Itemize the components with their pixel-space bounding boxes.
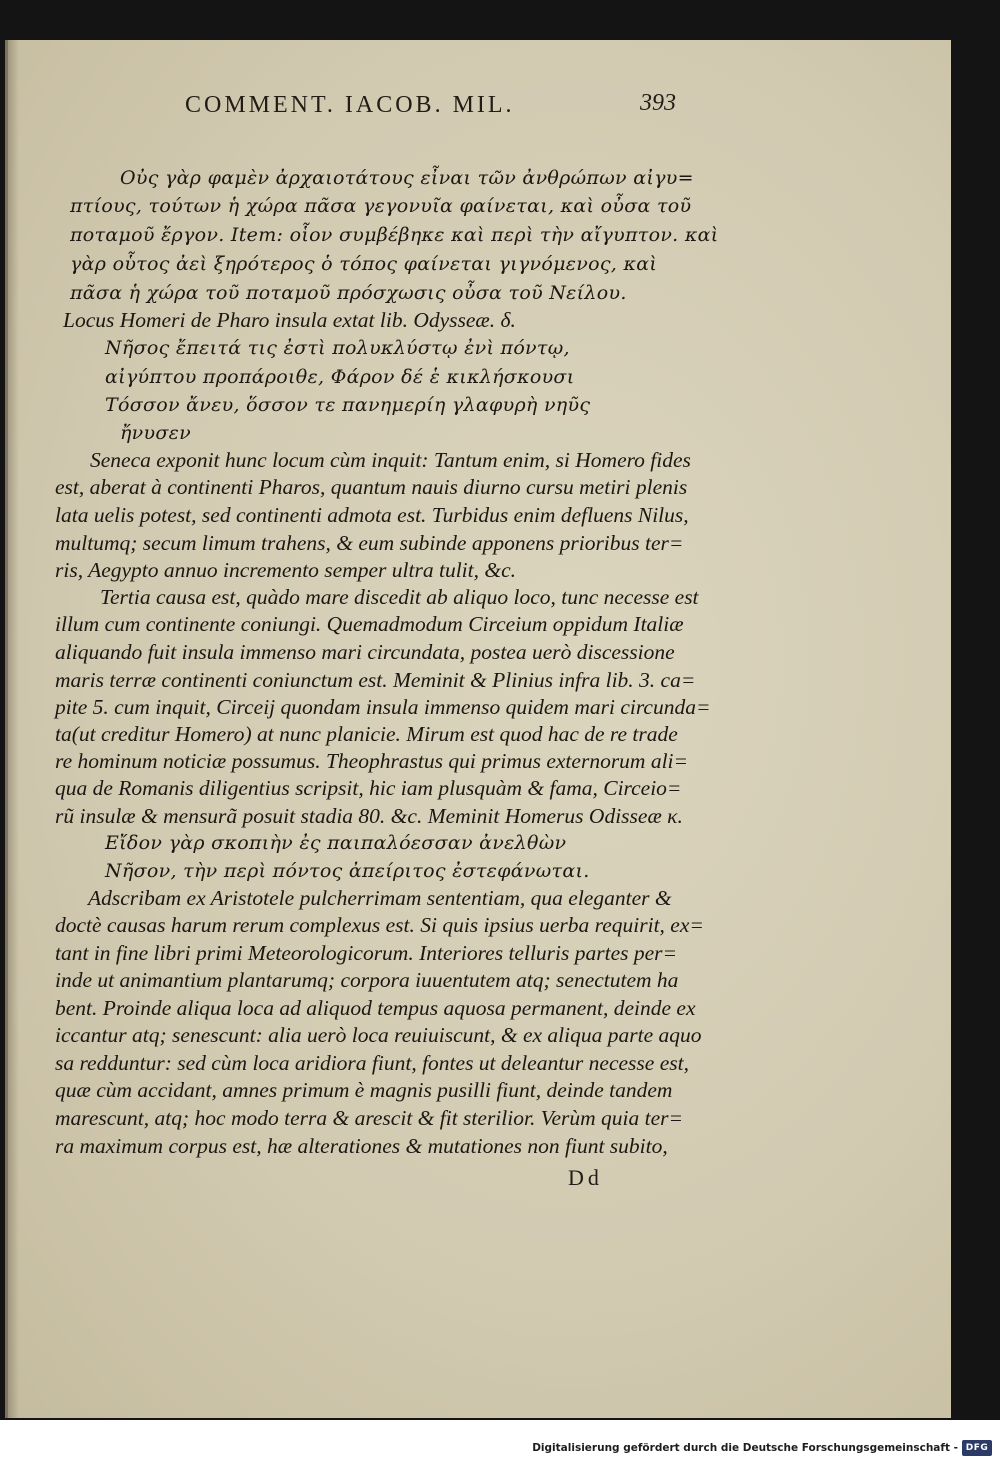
- text-line-14: multumq; secum limum trahens, & eum subinde apponens prioribus ter=: [55, 531, 684, 555]
- text-line-29: tant in fine libri primi Meteorologicorum. Interiores telluris partes per=: [55, 941, 678, 965]
- signature-mark: Dd: [568, 1165, 603, 1190]
- text-line-26: Νῆσον, τὴν περὶ πόντος ἀπείριτος ἐστεφάνωται.: [105, 860, 590, 882]
- text-line-31: bent. Proinde aliqua loca ad aliquod tempus aquosa permanent, deinde ex: [55, 996, 696, 1020]
- text-line-25: Εἴδον γὰρ σκοπιὴν ἐς παιπαλόεσσαν ἀνελθὼν: [105, 832, 567, 854]
- text-line-5: πᾶσα ἡ χώρα τοῦ ποταμοῦ πρόσχωσις οὖσα τοῦ Νείλου.: [70, 282, 627, 304]
- text-line-15: ris, Aegypto annuo incremento semper ultra tulit, &c.: [55, 558, 517, 582]
- text-line-28: doctè causas harum rerum complexus est. Si quis ipsius uerba requirit, ex=: [55, 913, 704, 937]
- text-line-36: ra maximum corpus est, hæ alterationes & mutationes non fiunt subito,: [55, 1134, 668, 1158]
- text-line-16: Tertia causa est, quàdo mare discedit ab aliquo loco, tunc necesse est: [100, 585, 699, 609]
- text-line-35: marescunt, atq; hoc modo terra & arescit & fit sterilior. Verùm quia ter=: [55, 1106, 684, 1130]
- text-line-13: lata uelis potest, sed continenti admota est. Turbidus enim defluens Nilus,: [55, 503, 689, 527]
- page-number: 393: [640, 90, 676, 116]
- text-line-32: iccantur atq; senescunt: alia uerò loca reuiuiscunt, & ex aliqua parte aquo: [55, 1023, 702, 1047]
- text-line-8: αἰγύπτου προπάροιθε, Φάρον δέ ἑ κικλήσκουσι: [105, 366, 575, 388]
- text-line-12: est, aberat à continenti Pharos, quantum nauis diurno cursu metiri plenis: [55, 475, 688, 499]
- text-line-3: ποταμοῦ ἔργον. Item: οἷον συμβέβηκε καὶ περὶ τὴν αἴγυπτον. καὶ: [70, 224, 719, 246]
- text-line-23: qua de Romanis diligentius scripsit, hic iam plusquàm & fama, Circeio=: [55, 776, 682, 800]
- text-line-4: γὰρ οὗτος ἀεὶ ξηρότερος ὁ τόπος φαίνεται γιγνόμενος, καὶ: [70, 253, 658, 275]
- dfg-logo-icon: DFG: [962, 1440, 992, 1456]
- text-line-1: Οὐς γὰρ φαμὲν ἀρχαιοτάτους εἶναι τῶν ἀνθρώπων αἰγυ=: [120, 167, 694, 189]
- text-line-27: Adscribam ex Aristotele pulcherrimam sententiam, qua eleganter &: [88, 886, 672, 910]
- running-header: COMMENT. IACOB. MIL.: [185, 92, 515, 118]
- text-line-6: Locus Homeri de Pharo insula extat lib. Odysseæ. δ.: [63, 308, 516, 332]
- text-line-33: sa redduntur: sed cùm loca aridiora fiunt, fontes ut deleantur necesse est,: [55, 1051, 689, 1075]
- text-line-9: Τόσσον ἄνευ, ὅσσον τε πανημερίη γλαφυρὴ νηῦς: [105, 394, 591, 416]
- text-line-20: pite 5. cum inquit, Circeij quondam insula immenso quidem mari circunda=: [55, 695, 711, 719]
- text-line-30: inde ut animantium plantarumq; corpora iuuentutem atq; senectutem ha: [55, 968, 679, 992]
- text-line-2: πτίους, τούτων ἡ χώρα πᾶσα γεγονυῖα φαίνεται, καὶ οὖσα τοῦ: [70, 195, 692, 217]
- text-line-18: aliquando fuit insula immenso mari circundata, postea uerò discessione: [55, 640, 675, 664]
- text-line-7: Νῆσος ἔπειτά τις ἐστὶ πολυκλύστῳ ἐνὶ πόντῳ,: [105, 337, 570, 359]
- text-line-19: maris terræ continenti coniunctum est. Meminit & Plinius infra lib. 3. ca=: [55, 668, 696, 692]
- funding-credit: Digitalisierung gefördert durch die Deutsche Forschungsgemeinschaft -: [532, 1442, 958, 1454]
- text-line-10: ἤνυσεν: [120, 422, 191, 444]
- text-line-34: quæ cùm accidant, amnes primum è magnis pusilli fiunt, deinde tandem: [55, 1078, 673, 1102]
- text-line-11: Seneca exponit hunc locum cùm inquit: Tantum enim, si Homero fides: [90, 448, 691, 472]
- text-line-24: rũ insulæ & mensurã posuit stadia 80. &c. Meminit Homerus Odisseæ κ.: [55, 804, 683, 828]
- text-line-21: ta(ut creditur Homero) at nunc planicie. Mirum est quod hac de re trade: [55, 722, 678, 746]
- text-line-22: re hominum noticiæ possumus. Theophrastus qui primus externorum ali=: [55, 749, 689, 773]
- text-line-17: illum cum continente coniungi. Quemadmodum Circeium oppidum Italiæ: [55, 612, 684, 636]
